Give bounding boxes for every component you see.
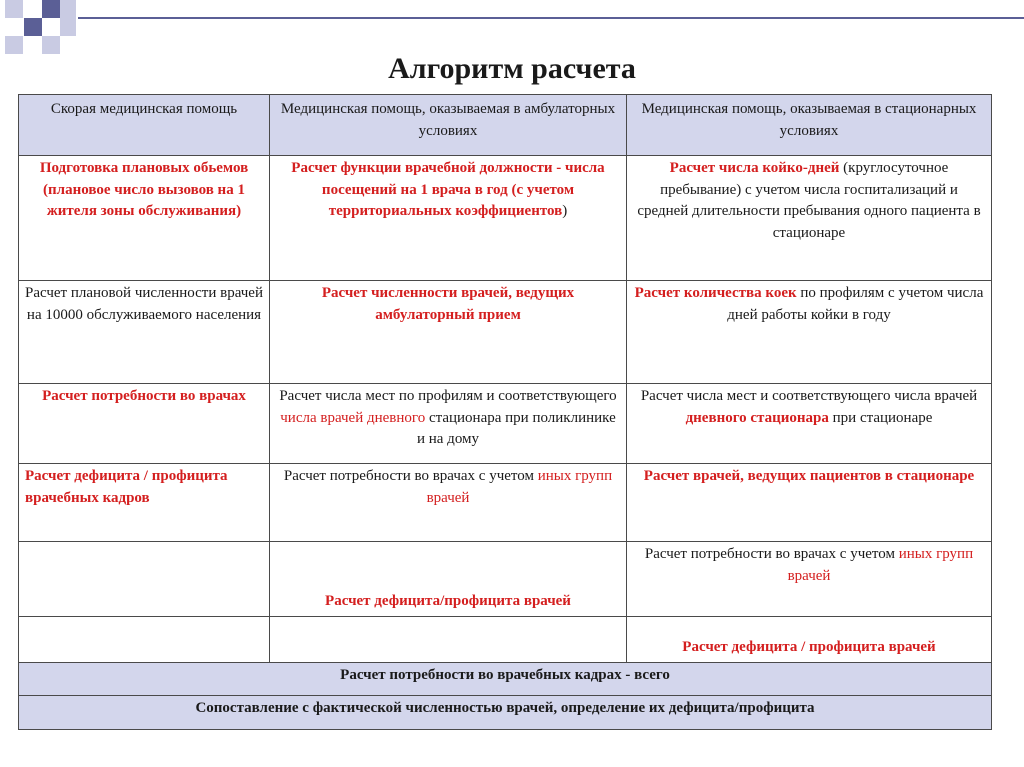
- cell-text: Расчет потребности во врачах с учетом: [644, 546, 899, 562]
- header-ambulance: Скорая медицинская помощь: [19, 95, 270, 156]
- cell-text-red: Расчет числа койко-дней: [669, 160, 840, 176]
- cell-text: ): [562, 203, 568, 219]
- cell-text: стационара при поликлинике и на дому: [416, 409, 616, 447]
- cell-planned-staff: Расчет плановой численности врачей на 10000 обслуживаемого населения: [19, 281, 270, 384]
- cell-text-red: дневного стационара: [685, 409, 829, 426]
- table-row: [19, 384, 992, 464]
- empty-cell: [19, 542, 270, 617]
- decorative-square: [60, 0, 76, 18]
- cell-other-groups-inpatient: [627, 542, 992, 617]
- cell-doctor-need: Расчет потребности во врачах: [19, 384, 270, 464]
- header-rule: [78, 17, 1024, 19]
- cell-staff-deficit: Расчет дефицита / профицита врачебных кадров: [19, 464, 270, 542]
- cell-text: Расчет числа мест и соответствующего числа врачей: [640, 388, 978, 404]
- cell-bed-days: [627, 156, 992, 281]
- cell-deficit-inpatient: Расчет дефицита / профицита врачей: [627, 617, 992, 663]
- cell-text-red: иных групп врачей: [426, 468, 613, 506]
- table-row: [19, 617, 992, 663]
- algorithm-table: [18, 94, 992, 730]
- cell-planned-volumes: Подготовка плановых обьемов (плановое число вызовов на 1 жителя зоны обслуживания): [19, 156, 270, 281]
- cell-day-stationary-hospital: [627, 384, 992, 464]
- table-row: [19, 156, 992, 281]
- table-row: [19, 464, 992, 542]
- cell-text: по профилям с учетом числа дней работы койки в году: [727, 285, 984, 323]
- cell-text-red: Расчет функции врачебной должности - числа посещений на 1 врача в год (с учетом территориальных коэффициентов: [291, 160, 605, 219]
- cell-outpatient-doctors: Расчет численности врачей, ведущих амбулаторный прием: [270, 281, 627, 384]
- cell-text-red: числа врачей дневного: [280, 409, 426, 426]
- cell-inpatient-doctors: Расчет врачей, ведущих пациентов в стационаре: [627, 464, 992, 542]
- summary-row: [19, 696, 992, 730]
- decorative-square: [24, 18, 42, 36]
- header-inpatient: Медицинская помощь, оказываемая в стационарных условиях: [627, 95, 992, 156]
- page-title: Алгоритм расчета: [388, 52, 636, 85]
- summary-row: [19, 663, 992, 696]
- cell-text-red: Расчет количества коек: [634, 285, 797, 301]
- cell-day-stationary-clinic: [270, 384, 627, 464]
- cell-text: при стационаре: [828, 409, 933, 426]
- table-row: [19, 281, 992, 384]
- cell-bed-count: [627, 281, 992, 384]
- empty-cell: [270, 617, 627, 663]
- cell-text: Расчет числа мест по профилям и соответствующего: [279, 388, 617, 404]
- cell-text: Расчет потребности во врачах с учетом: [283, 468, 538, 484]
- table-header-row: [19, 95, 992, 156]
- table-row: [19, 542, 992, 617]
- cell-physician-function: [270, 156, 627, 281]
- cell-deficit-outpatient: Расчет дефицита/профицита врачей: [270, 542, 627, 617]
- decorative-square: [42, 0, 60, 18]
- cell-other-groups-outpatient: [270, 464, 627, 542]
- summary-total-need: Расчет потребности во врачебных кадрах - всего: [19, 663, 992, 696]
- decorative-square: [60, 18, 76, 36]
- summary-comparison: Сопоставление с фактической численностью врачей, определение их дефицита/профицита: [19, 696, 992, 730]
- cell-text-red: иных групп врачей: [787, 546, 974, 584]
- decorative-square: [5, 0, 23, 18]
- header-outpatient: Медицинская помощь, оказываемая в амбулаторных условиях: [270, 95, 627, 156]
- empty-cell: [19, 617, 270, 663]
- cell-text: (круглосуточное пребывание) с учетом числа госпитализаций и средней длительности пребывания одного пациента в стационаре: [637, 160, 981, 241]
